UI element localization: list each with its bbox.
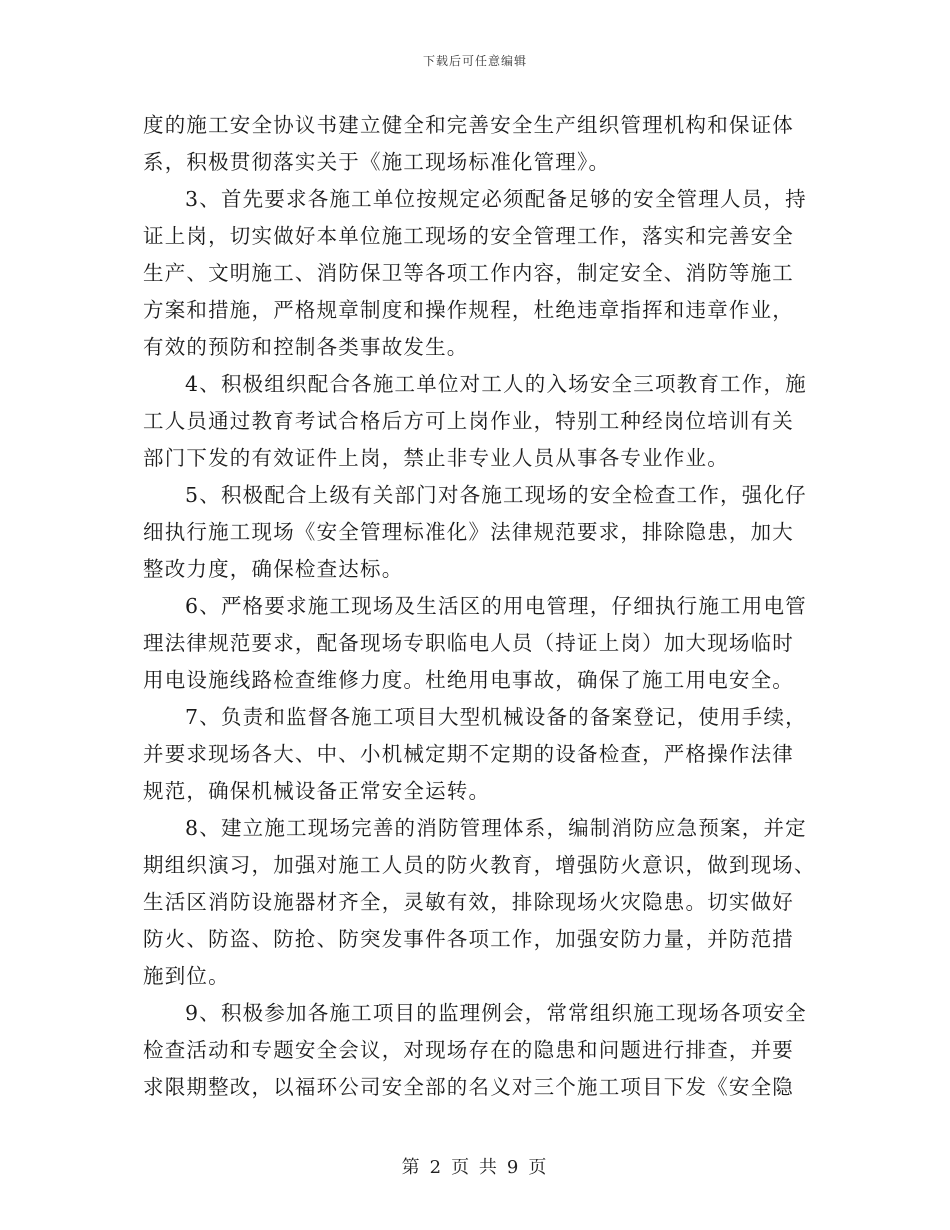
paragraph-line: 施到位。 <box>143 964 230 988</box>
paragraph-line: 证上岗，切实做好本单位施工现场的安全管理工作，落实和完善安全 <box>143 224 794 248</box>
paragraph-line: 工人员通过教育考试合格后方可上岗作业，特别工种经岗位培训有关 <box>143 409 794 433</box>
paragraph-line: 生活区消防设施器材齐全，灵敏有效，排除现场火灾隐患。切实做好 <box>143 890 794 914</box>
paragraph-line: 3、首先要求各施工单位按规定必须配备足够的安全管理人员，持 <box>185 187 807 211</box>
paragraph <box>143 477 811 588</box>
paragraph <box>143 995 811 1106</box>
paragraph <box>143 588 811 699</box>
paragraph <box>143 366 811 477</box>
paragraph-line: 7、负责和监督各施工项目大型机械设备的备案登记，使用手续， <box>185 705 807 729</box>
paragraph-line: 有效的预防和控制各类事故发生。 <box>143 335 469 359</box>
paragraph <box>143 699 811 810</box>
paragraph-line: 度的施工安全协议书建立健全和完善安全生产组织管理机构和保证体 <box>143 113 794 137</box>
paragraph-line: 规范，确保机械设备正常安全运转。 <box>143 779 491 803</box>
page-footer <box>0 1153 950 1179</box>
footer-page-number: 2 <box>429 1157 444 1178</box>
paragraph-line: 6、严格要求施工现场及生活区的用电管理，仔细执行施工用电管 <box>185 594 807 618</box>
paragraph-line: 方案和措施，严格规章制度和操作规程，杜绝违章指挥和违章作业， <box>143 298 794 322</box>
paragraph-line: 生产、文明施工、消防保卫等各项工作内容，制定安全、消防等施工 <box>143 261 794 285</box>
paragraph-line: 细执行施工现场《安全管理标准化》法律规范要求，排除隐患，加大 <box>143 520 794 544</box>
paragraph <box>143 181 811 366</box>
paragraph <box>143 810 816 995</box>
paragraph <box>143 107 811 181</box>
paragraph-line: 9、积极参加各施工项目的监理例会，常常组织施工现场各项安全 <box>185 1001 807 1025</box>
paragraph-line: 整改力度，确保检查达标。 <box>143 557 404 581</box>
footer-total-pages: 9 <box>506 1157 521 1178</box>
page-header: 下载后可任意编辑 <box>422 54 527 68</box>
paragraph-line: 理法律规范要求，配备现场专职临电人员（持证上岗）加大现场临时 <box>143 631 794 655</box>
paragraph-line: 求限期整改，以福环公司安全部的名义对三个施工项目下发《安全隐 <box>143 1075 794 1099</box>
paragraph-line: 5、积极配合上级有关部门对各施工现场的安全检查工作，强化仔 <box>185 483 807 507</box>
paragraph-line: 8、建立施工现场完善的消防管理体系，编制消防应急预案，并定 <box>185 816 807 840</box>
footer-middle: 页 共 <box>451 1157 499 1178</box>
paragraph-line: 系，积极贯彻落实关于《施工现场标准化管理》。 <box>143 150 611 174</box>
document-body <box>143 107 816 1106</box>
paragraph-line: 用电设施线路检查维修力度。杜绝用电事故，确保了施工用电安全。 <box>143 668 794 692</box>
paragraph-line: 期组织演习，加强对施工人员的防火教育，增强防火意识，做到现场、 <box>143 853 816 877</box>
paragraph-line: 防火、防盗、防抢、防突发事件各项工作，加强安防力量，并防范措 <box>143 927 794 951</box>
paragraph-line: 并要求现场各大、中、小机械定期不定期的设备检查，严格操作法律 <box>143 742 794 766</box>
footer-prefix: 第 <box>401 1157 422 1178</box>
paragraph-line: 部门下发的有效证件上岗，禁止非专业人员从事各专业作业。 <box>143 446 729 470</box>
footer-suffix: 页 <box>528 1157 549 1178</box>
paragraph-line: 检查活动和专题安全会议，对现场存在的隐患和问题进行排查，并要 <box>143 1038 794 1062</box>
paragraph-line: 4、积极组织配合各施工单位对工人的入场安全三项教育工作，施 <box>185 372 807 396</box>
